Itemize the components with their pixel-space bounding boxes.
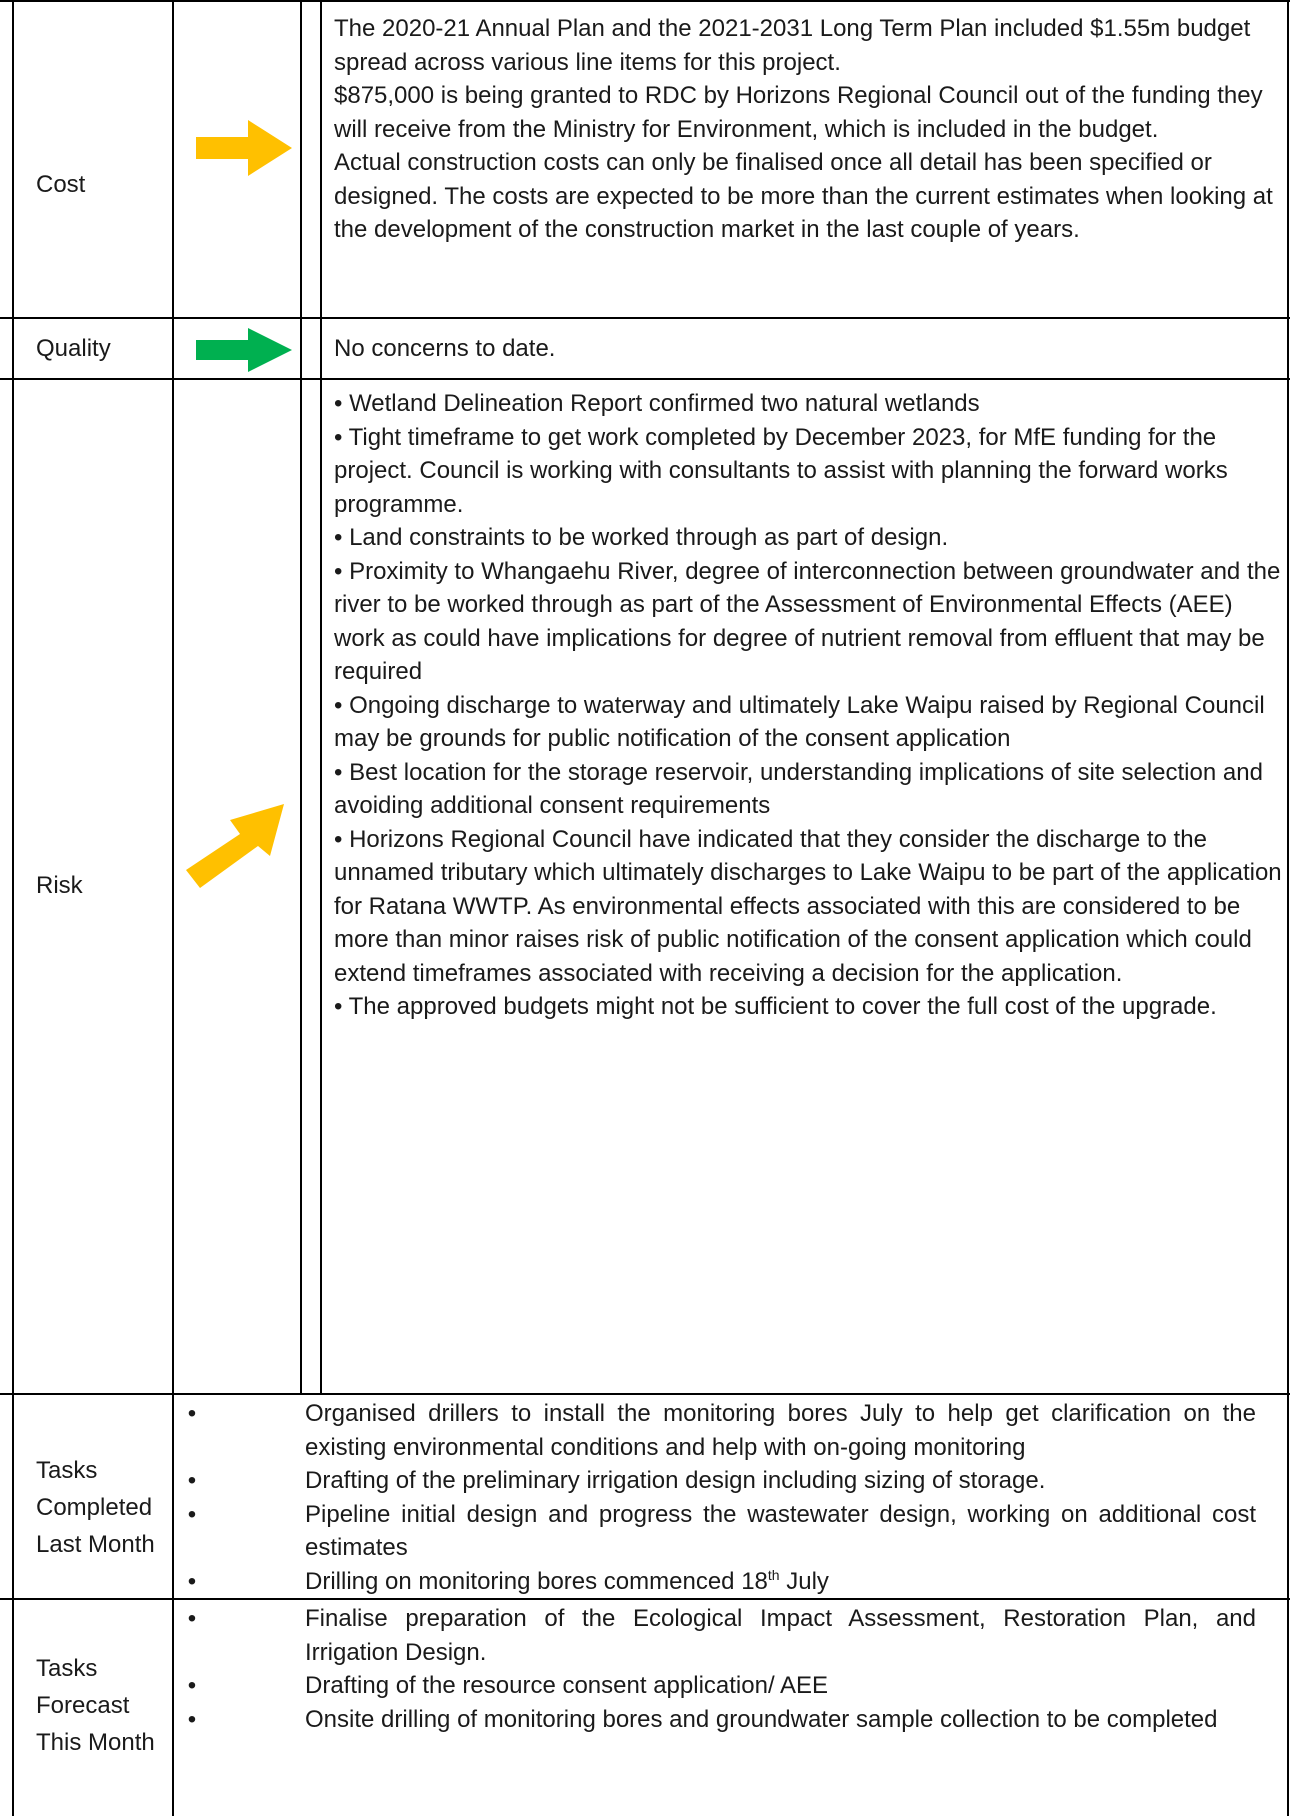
list-item-text: Organised drillers to install the monitoring bores July to help get clarification on the existing environmental conditions and help with on-going monitoring xyxy=(305,1400,1256,1461)
tasks-completed-list xyxy=(175,1397,1260,1598)
label-line: This Month xyxy=(36,1729,155,1756)
text-part: July xyxy=(779,1567,829,1595)
bullet: • xyxy=(187,1672,197,1699)
quality-description: No concerns to date. xyxy=(334,335,556,362)
cost-description xyxy=(334,12,1276,247)
label-line: Forecast xyxy=(36,1692,130,1719)
label-line: Last Month xyxy=(36,1531,155,1558)
bullet: • xyxy=(187,1567,197,1595)
row-divider xyxy=(0,1393,1290,1395)
label-line: Tasks xyxy=(36,1457,98,1484)
bullet: • xyxy=(187,1605,197,1632)
arrow-right-yellow-icon xyxy=(196,120,292,176)
column-divider xyxy=(172,0,174,1816)
table-border-right xyxy=(1287,0,1289,1816)
cost-paragraph: $875,000 is being granted to RDC by Horizons Regional Council out of the funding they will receive from the Ministry for Environment, which is included in the budget. xyxy=(334,82,1263,143)
list-item-text: Drafting of the resource consent application/ AEE xyxy=(305,1672,828,1699)
risk-item: • Wetland Delineation Report confirmed two natural wetlands xyxy=(334,390,980,417)
arrow-up-right-yellow-icon xyxy=(186,800,286,890)
risk-list xyxy=(334,387,1284,1024)
list-item xyxy=(175,1602,1260,1669)
risk-item: • The approved budgets might not be sufficient to cover the full cost of the upgrade. xyxy=(334,993,1217,1020)
list-item xyxy=(175,1703,1260,1737)
list-item-text: Pipeline initial design and progress the wastewater design, working on additional cost estimates xyxy=(305,1500,1256,1561)
list-item-text: Onsite drilling of monitoring bores and groundwater sample collection to be completed xyxy=(305,1705,1218,1733)
ordinal-suffix: th xyxy=(767,1566,780,1583)
bullet: • xyxy=(187,1467,197,1494)
label-line: Completed xyxy=(36,1494,153,1521)
cost-paragraph: The 2020-21 Annual Plan and the 2021-2031 Long Term Plan included $1.55m budget spread across various line items for this project. xyxy=(334,15,1251,76)
list-item xyxy=(175,1397,1260,1464)
bullet: • xyxy=(187,1400,197,1427)
tasks-completed-label xyxy=(36,1452,155,1563)
list-item xyxy=(175,1464,1260,1498)
table-border-left xyxy=(12,0,14,1816)
row-divider xyxy=(0,1598,1290,1600)
risk-item: • Ongoing discharge to waterway and ultimately Lake Waipu raised by Regional Council may be grounds for public notification of the consent application xyxy=(334,691,1265,752)
arrow-right-green-icon xyxy=(196,328,292,372)
list-item xyxy=(175,1498,1260,1565)
list-item xyxy=(175,1565,1260,1599)
quality-label: Quality xyxy=(36,335,111,362)
row-divider xyxy=(0,317,1290,319)
text-part: Drilling on monitoring bores commenced 18 xyxy=(305,1567,768,1595)
cost-paragraph: Actual construction costs can only be finalised once all detail has been specified or designed. The costs are expected to be more than the current estimates when looking at the development of the construction market in the last couple of years. xyxy=(334,149,1273,243)
row-divider xyxy=(0,0,1290,2)
risk-item: • Horizons Regional Council have indicated that they consider the discharge to the unnamed tributary which ultimately discharges to Lake Waipu to be part of the application for Ratana WWTP. As environmental effects associated with this are considered to be more than minor raises risk of public notification of the consent application which could extend timeframes associated with receiving a decision for the application. xyxy=(334,825,1282,987)
risk-item: • Proximity to Whangaehu River, degree of interconnection between groundwater and the river to be worked through as part of the Assessment of Environmental Effects (AEE) work as could have implications for degree of nutrient removal from effluent that may be required xyxy=(334,557,1281,685)
bullet: • xyxy=(187,1500,197,1528)
list-item-text: Drafting of the preliminary irrigation design including sizing of storage. xyxy=(305,1467,1046,1494)
tasks-forecast-list xyxy=(175,1602,1260,1736)
risk-item: • Best location for the storage reservoir, understanding implications of site selection and avoiding additional consent requirements xyxy=(334,758,1263,819)
row-divider xyxy=(0,378,1290,380)
tasks-forecast-label xyxy=(36,1650,155,1761)
risk-item: • Tight timeframe to get work completed by December 2023, for MfE funding for the project. Council is working with consultants to assist with planning the forward works programme. xyxy=(334,423,1228,518)
list-item-text: Finalise preparation of the Ecological Impact Assessment, Restoration Plan, and Irrigation Design. xyxy=(305,1605,1256,1666)
risk-label: Risk xyxy=(36,872,83,899)
bullet: • xyxy=(187,1705,197,1733)
column-divider xyxy=(320,0,322,1393)
risk-item: • Land constraints to be worked through as part of design. xyxy=(334,524,949,551)
label-line: Tasks xyxy=(36,1655,98,1682)
list-item-text xyxy=(305,1565,1260,1599)
cost-label: Cost xyxy=(36,171,86,198)
column-divider xyxy=(300,0,302,1393)
list-item xyxy=(175,1669,1260,1703)
